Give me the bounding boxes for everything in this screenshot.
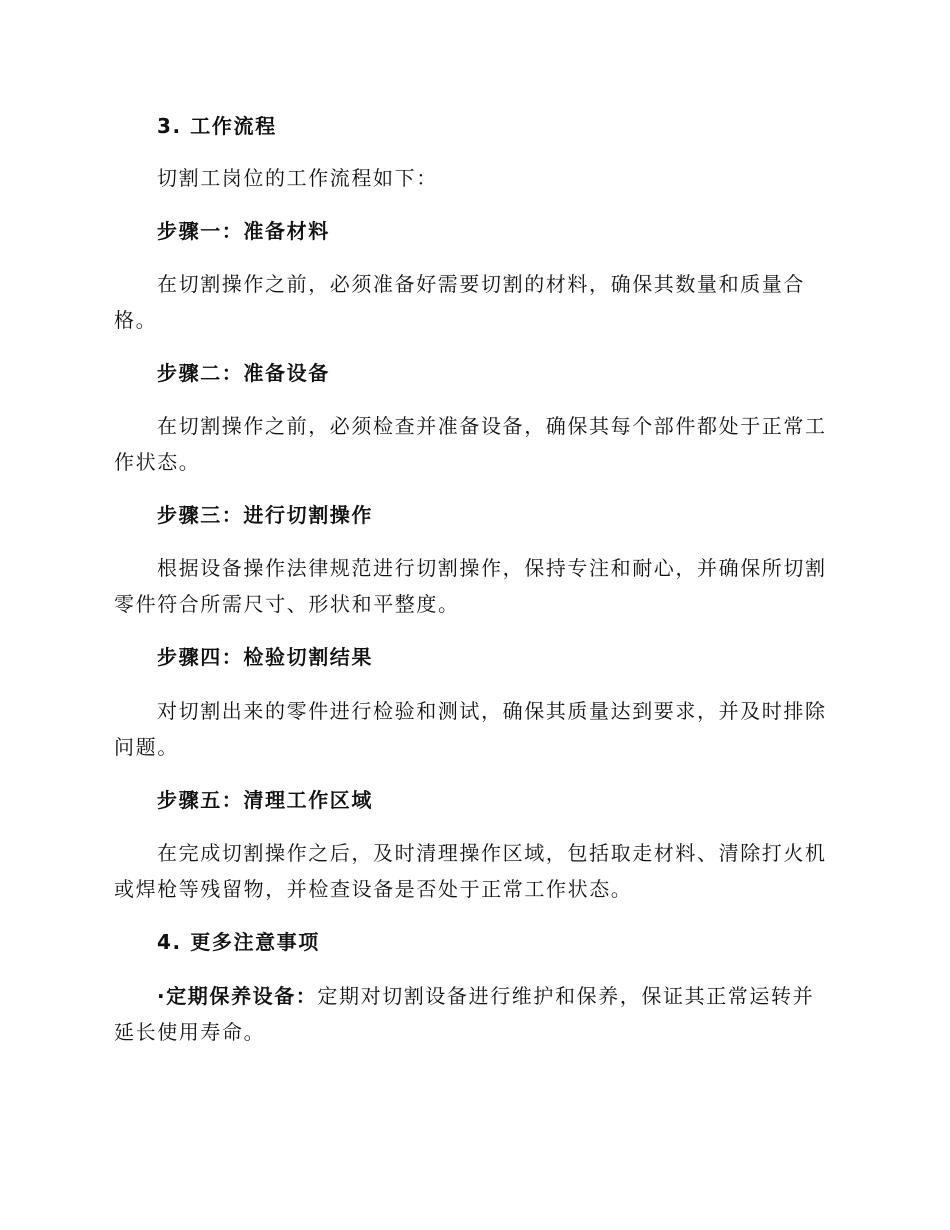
step-1-body: 在切割操作之前，必须准备好需要切割的材料，确保其数量和质量合格。 bbox=[114, 272, 805, 332]
step-5-body: 在完成切割操作之后，及时清理操作区域，包括取走材料、清除打火机或焊枪等残留物，并检查设备是否处于正常工作状态。 bbox=[114, 841, 827, 901]
section-3-intro: 切割工岗位的工作流程如下： bbox=[157, 166, 438, 190]
step-2-heading: 步骤二：准备设备 bbox=[157, 361, 330, 385]
step-4-heading: 步骤四：检验切割结果 bbox=[157, 645, 373, 669]
section-3-heading: 3. 工作流程 bbox=[157, 114, 277, 138]
step-5-heading: 步骤五：清理工作区域 bbox=[157, 788, 373, 812]
step-1-heading: 步骤一：准备材料 bbox=[157, 219, 330, 243]
section-4-heading: 4. 更多注意事项 bbox=[157, 930, 320, 954]
step-4-body: 对切割出来的零件进行检验和测试，确保其质量达到要求，并及时排除问题。 bbox=[114, 699, 827, 759]
section-4-item-lead: ·定期保养设备： bbox=[157, 984, 318, 1008]
step-3-heading: 步骤三：进行切割操作 bbox=[157, 503, 373, 527]
section-4-item bbox=[114, 978, 834, 1050]
section-4-item-text: 定期对切割设备进行维护和保养，保证其正常运转并延长使用寿命。 bbox=[114, 984, 815, 1044]
step-2-body: 在切割操作之前，必须检查并准备设备，确保其每个部件都处于正常工作状态。 bbox=[114, 414, 827, 474]
step-3-body: 根据设备操作法律规范进行切割操作，保持专注和耐心，并确保所切割零件符合所需尺寸、形状和平整度。 bbox=[114, 556, 827, 616]
